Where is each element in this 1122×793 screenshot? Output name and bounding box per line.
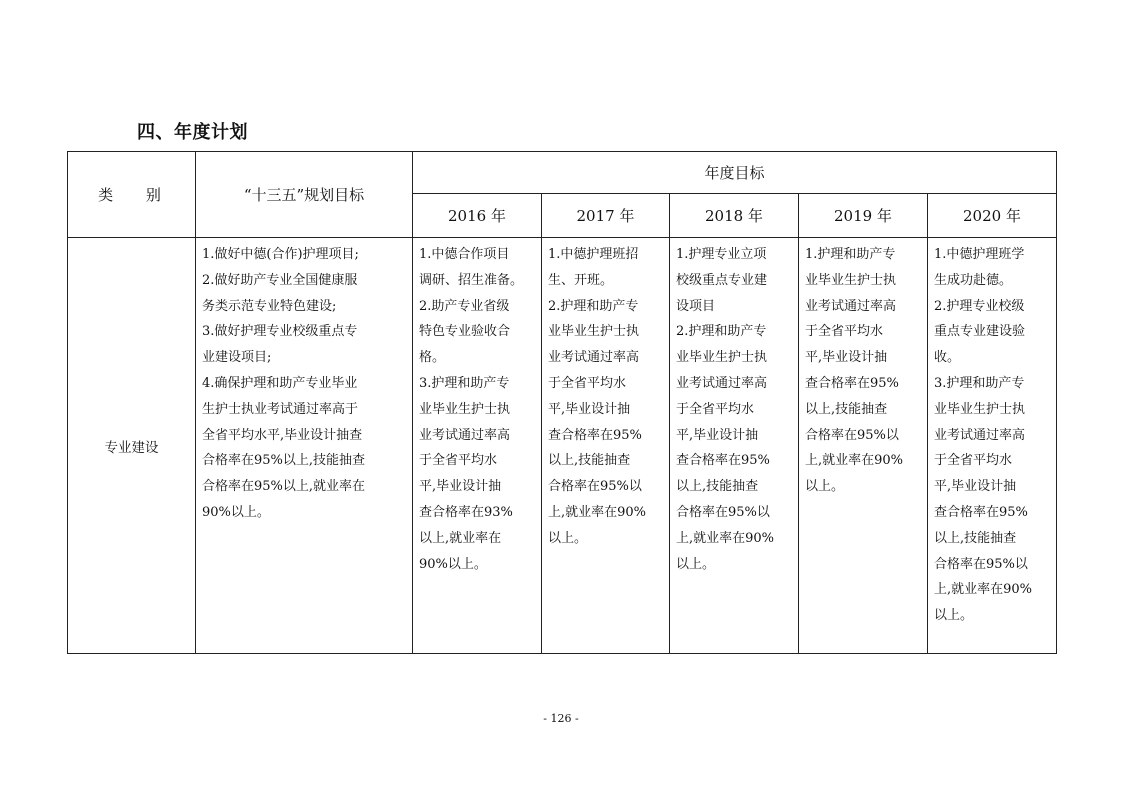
cell-text-line: 于全省平均水	[676, 401, 755, 417]
cell-text-line: 务类示范专业特色建设;	[202, 298, 337, 314]
cell-text-line: 业考试通过率高	[548, 350, 640, 366]
cell-text-line: 以上,技能抽查	[676, 479, 759, 495]
cell-text-line: 2.护理和助产专	[548, 298, 639, 314]
cell-text-line: 上,就业率在90%	[676, 530, 775, 546]
cell-text-line: 平,毕业设计抽	[805, 350, 888, 366]
cell-text-line: 以上,技能抽查	[805, 401, 888, 417]
cell-text-line: 4.确保护理和助产专业毕业	[202, 375, 358, 391]
page-number: - 126 -	[543, 712, 579, 725]
cell-text-line: 业毕业生护士执	[548, 324, 640, 340]
cell-text-line: 以上,就业率在	[419, 530, 502, 546]
header-year-2017: 2017 年	[542, 194, 670, 238]
cell-text-line: 以上,技能抽查	[548, 453, 631, 469]
cell-text-line: 以上。	[676, 556, 716, 572]
cell-text-line: 业毕业生护士执	[805, 272, 897, 288]
cell-text-line: 业考试通过率高	[805, 298, 897, 314]
cell-text-line: 1.中德护理班学	[934, 247, 1025, 262]
header-year-2018: 2018 年	[670, 194, 799, 238]
cell-text-line: 2.做好助产专业全国健康服	[202, 272, 358, 288]
cell-text-line: 以上。	[934, 608, 974, 624]
cell-text-line: 2.护理专业校级	[934, 298, 1025, 314]
header-annual-goal: 年度目标	[413, 152, 1057, 194]
cell-text-line: 1.中德合作项目	[419, 247, 510, 262]
cell-text-line: 重点专业建设验	[934, 324, 1026, 340]
cell-text-line: 格。	[419, 350, 446, 366]
cell-text-line: 上,就业率在90%	[805, 453, 904, 469]
cell-text-line: 业毕业生护士执	[419, 401, 511, 417]
cell-text-line: 平,毕业设计抽	[676, 427, 759, 443]
cell-text-line: 校级重点专业建	[676, 272, 768, 288]
cell-text-line: 生成功赴德。	[934, 272, 1013, 288]
cell-text-line: 查合格率在95%	[548, 427, 642, 443]
cell-text-line: 3.护理和助产专	[419, 375, 510, 391]
cell-text-line: 调研、招生准备。	[419, 272, 524, 288]
cell-text-line: 查合格率在95%	[934, 504, 1028, 520]
cell-text-line: 3.护理和助产专	[934, 375, 1025, 391]
cell-text-line: 上,就业率在90%	[548, 504, 647, 520]
year-2018-cell	[670, 238, 799, 654]
cell-text-line: 1.护理专业立项	[676, 247, 767, 262]
cell-text-line: 生护士执业考试通过率高于	[202, 401, 359, 417]
cell-text-line: 平,毕业设计抽	[548, 401, 631, 417]
cell-text-line: 合格率在95%以上,技能抽查	[202, 453, 366, 469]
cell-text-line: 上,就业率在90%	[934, 582, 1033, 598]
header-year-2020: 2020 年	[928, 194, 1057, 238]
section-heading: 四、年度计划	[137, 122, 248, 143]
cell-text-line: 业考试通过率高	[934, 427, 1026, 443]
year-2016-cell	[413, 238, 542, 654]
cell-text-line: 业考试通过率高	[419, 427, 511, 443]
cell-text-line: 业考试通过率高	[676, 375, 768, 391]
header-year-2019: 2019 年	[799, 194, 928, 238]
cell-text-line: 收。	[934, 350, 961, 366]
cell-text-line: 合格率在95%以	[934, 556, 1028, 572]
cell-text-line: 设项目	[676, 298, 716, 314]
cell-text-line: 业建设项目;	[202, 350, 272, 366]
cell-text-line: 3.做好护理专业校级重点专	[202, 324, 358, 340]
cell-text-line: 2.助产专业省级	[419, 298, 510, 314]
cell-text-line: 1.做好中德(合作)护理项目;	[202, 247, 359, 262]
cell-text-line: 90%以上。	[419, 556, 487, 572]
year-2017-cell	[542, 238, 670, 654]
cell-text-line: 于全省平均水	[934, 453, 1013, 469]
cell-text-line: 特色专业验收合	[419, 324, 511, 340]
cell-text-line: 生、开班。	[548, 272, 614, 288]
cell-text-line: 业毕业生护士执	[676, 350, 768, 366]
cell-text-line: 查合格率在95%	[805, 375, 899, 391]
cell-text-line: 2.护理和助产专	[676, 324, 767, 340]
cell-text-line: 业毕业生护士执	[934, 401, 1026, 417]
cell-text-line: 全省平均水平,毕业设计抽查	[202, 427, 363, 443]
cell-text-line: 以上。	[805, 479, 845, 495]
cell-text-line: 查合格率在95%	[676, 453, 770, 469]
cell-text-line: 查合格率在93%	[419, 504, 513, 520]
cell-text-line: 合格率在95%以	[548, 479, 642, 495]
annual-plan-table	[67, 151, 1057, 654]
cell-text-line: 合格率在95%以	[805, 427, 899, 443]
cell-text-line: 90%以上。	[202, 504, 270, 520]
header-goal: “十三五”规划目标	[196, 152, 413, 238]
year-2019-cell	[799, 238, 928, 654]
category-cell: 专业建设	[68, 238, 196, 654]
cell-text-line: 以上,技能抽查	[934, 530, 1017, 546]
cell-text-line: 合格率在95%以	[676, 504, 770, 520]
cell-text-line: 1.中德护理班招	[548, 247, 639, 262]
cell-text-line: 于全省平均水	[548, 375, 627, 391]
header-year-2016: 2016 年	[413, 194, 542, 238]
cell-text-line: 合格率在95%以上,就业率在	[202, 479, 366, 495]
cell-text-line: 于全省平均水	[805, 324, 884, 340]
cell-text-line: 1.护理和助产专	[805, 247, 896, 262]
goal-cell	[196, 238, 413, 654]
cell-text-line: 以上。	[548, 530, 588, 546]
year-2020-cell	[928, 238, 1057, 654]
header-category: 类 别	[68, 152, 196, 238]
cell-text-line: 于全省平均水	[419, 453, 498, 469]
cell-text-line: 平,毕业设计抽	[934, 479, 1017, 495]
cell-text-line: 平,毕业设计抽	[419, 479, 502, 495]
